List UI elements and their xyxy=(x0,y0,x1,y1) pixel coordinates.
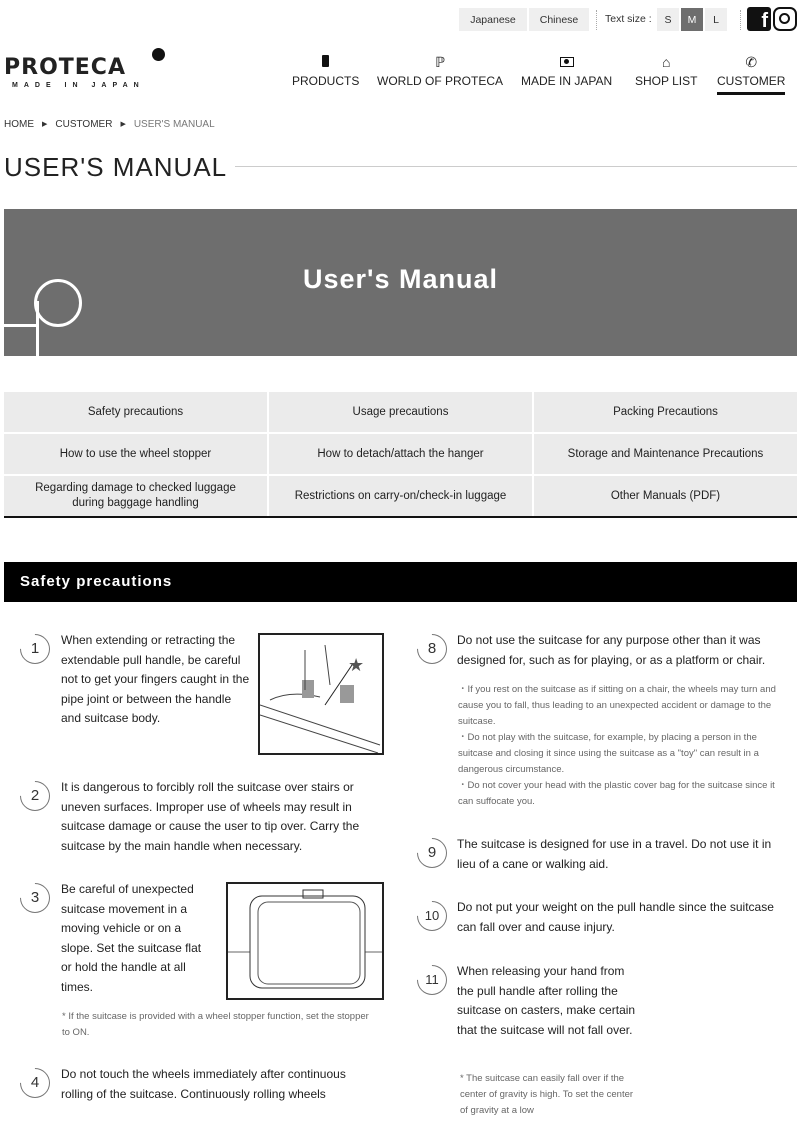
breadcrumb xyxy=(4,119,215,131)
item-9-text: The suitcase is designed for use in a travel. Do not use it in lieu of a cane or walking aid. xyxy=(457,837,772,871)
number-badge: 1 xyxy=(14,628,56,670)
menu-wheel-stopper[interactable]: How to use the wheel stopper xyxy=(4,434,267,474)
menu-packing[interactable]: Packing Precautions xyxy=(534,392,797,432)
item-3-text: Be careful of unexpected suitcase movement in a moving vehicle or on a slope. Set the suitcase flat or hold the handle at all times. xyxy=(61,882,202,994)
instagram-icon[interactable] xyxy=(773,7,797,31)
nav-made-in-japan[interactable] xyxy=(521,52,612,88)
nav-label: MADE IN JAPAN xyxy=(521,74,613,88)
text-size-m-button[interactable]: M xyxy=(681,8,703,31)
note: ・If you rest on the suitcase as if sitting on a chair, the wheels may turn and cause you to fall, thus leading to an unexpected accident or damage to the suitcase. xyxy=(458,684,776,727)
caret-right-icon: ▶ xyxy=(42,121,48,128)
page-title: USER'S MANUAL xyxy=(4,152,235,183)
finger-pinch-illustration xyxy=(260,635,382,753)
proteca-p-icon: ℙ xyxy=(435,54,445,70)
number-badge: 9 xyxy=(411,832,453,874)
logo-wordmark: PROTECA xyxy=(4,55,126,80)
banner xyxy=(4,209,797,356)
breadcrumb-current: USER'S MANUAL xyxy=(133,119,215,130)
logo-p-icon xyxy=(152,48,165,61)
nav-world-of-proteca[interactable] xyxy=(377,52,503,88)
number-badge: 4 xyxy=(14,1062,56,1104)
menu-storage[interactable]: Storage and Maintenance Precautions xyxy=(534,434,797,474)
text-size-l-button[interactable]: L xyxy=(705,8,727,31)
nav-label: PRODUCTS xyxy=(292,74,360,88)
item-1-text: When extending or retracting the extendable pull handle, be careful not to get your fingers caught in the pipe joint or between the handle and suitcase body. xyxy=(61,633,250,725)
menu-damage[interactable]: Regarding damage to checked luggage during baggage handling xyxy=(4,476,267,516)
menu-hanger[interactable]: How to detach/attach the hanger xyxy=(269,434,532,474)
suitcase-illustration xyxy=(226,882,384,1000)
phone-icon: ✆ xyxy=(745,54,758,70)
section-header: Safety precautions xyxy=(4,562,797,602)
number-badge: 10 xyxy=(411,895,453,937)
logo[interactable] xyxy=(4,48,145,89)
item-4-text: Do not touch the wheels immediately after continuous rolling of the suitcase. Continuously rolling wheels xyxy=(61,1067,346,1101)
divider xyxy=(740,10,741,30)
nav-label: CUSTOMER xyxy=(717,74,786,88)
menu-restrictions[interactable]: Restrictions on carry-on/check-in luggage xyxy=(269,476,532,516)
lang-japanese-button[interactable]: Japanese xyxy=(459,8,527,31)
logo-tagline: MADE IN JAPAN xyxy=(12,82,145,89)
house-icon: ⌂ xyxy=(662,54,671,70)
menu-usage[interactable]: Usage precautions xyxy=(269,392,532,432)
banner-graphic-line xyxy=(4,324,38,327)
breadcrumb-customer[interactable]: CUSTOMER xyxy=(55,119,113,130)
number-badge: 8 xyxy=(411,628,453,670)
menu-safety[interactable]: Safety precautions xyxy=(4,392,267,432)
item-2-text: It is dangerous to forcibly roll the suitcase over stairs or uneven surfaces. Improper use of wheels may result in suitcase damage or cause the user to tip over. Carry the suitcase by the main handle when necessary. xyxy=(61,780,360,853)
number-badge: 11 xyxy=(411,959,453,1001)
text-size-label: Text size : xyxy=(605,13,652,25)
item-3-note: * If the suitcase is provided with a wheel stopper function, set the stopper to ON. xyxy=(62,1011,369,1038)
breadcrumb-home[interactable]: HOME xyxy=(4,119,34,130)
item-10-text: Do not put your weight on the pull handle since the suitcase can fall over and cause injury. xyxy=(457,900,774,934)
pull-handle-illustration xyxy=(258,633,384,755)
text-size-s-button[interactable]: S xyxy=(657,8,679,31)
divider xyxy=(596,10,597,30)
nav-label: SHOP LIST xyxy=(635,74,698,88)
item-8-text: Do not use the suitcase for any purpose other than it was designed for, such as for playing, or as a platform or chair. xyxy=(457,633,766,667)
lang-chinese-button[interactable]: Chinese xyxy=(529,8,589,31)
note: ・Do not cover your head with the plastic cover bag for the suitcase since it can suffocate you. xyxy=(458,780,775,807)
flag-icon xyxy=(521,52,612,74)
caret-right-icon: ▶ xyxy=(120,121,126,128)
item-11-note: * The suitcase can easily fall over if the center of gravity is high. To set the center of gravity at a low xyxy=(460,1073,634,1116)
item-8-notes xyxy=(458,682,783,810)
nav-products[interactable] xyxy=(292,52,359,88)
nav-shop-list[interactable] xyxy=(635,52,697,88)
manual-menu xyxy=(4,392,797,518)
title-rule xyxy=(230,166,797,167)
suitcase-icon xyxy=(292,52,359,74)
menu-other-pdf[interactable]: Other Manuals (PDF) xyxy=(534,476,797,516)
number-badge: 2 xyxy=(14,775,56,817)
nav-customer[interactable] xyxy=(717,52,785,95)
svg-text:★: ★ xyxy=(348,655,365,675)
nav-label: WORLD OF PROTECA xyxy=(377,74,504,88)
number-badge: 3 xyxy=(14,877,56,919)
banner-title: User's Manual xyxy=(303,264,498,294)
facebook-icon[interactable]: f xyxy=(747,7,771,31)
suitcase-drawing xyxy=(228,884,382,998)
note: ・Do not play with the suitcase, for example, by placing a person in the suitcase and closing it since using the suitcase as a "toy" can result in a dangerous circumstance. xyxy=(458,732,759,775)
banner-graphic-line xyxy=(36,301,39,356)
item-11-text: When releasing your hand from the pull handle after rolling the suitcase on casters, make certain that the suitcase will not fall over. xyxy=(457,964,636,1037)
